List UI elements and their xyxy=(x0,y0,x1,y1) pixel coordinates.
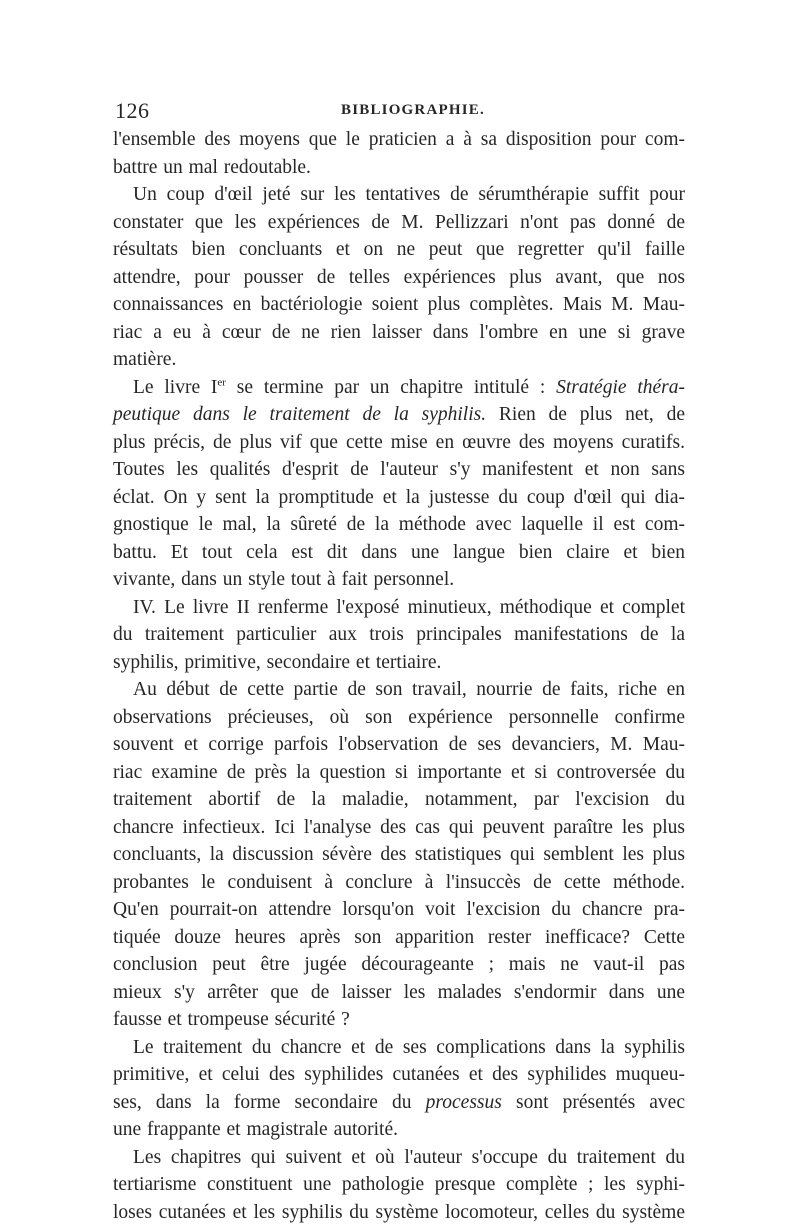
text-line: gnostique le mal, la sûreté de la méthode avec laquelle il est com- xyxy=(113,511,685,539)
text-line: riac a eu à cœur de ne rien laisser dans l'ombre en une si grave xyxy=(113,319,685,347)
page-header xyxy=(113,98,685,128)
text-line: Un coup d'œil jeté sur les tentatives de sérumthérapie suffit pour xyxy=(113,181,685,209)
text-line: traitement abortif de la maladie, notamment, par l'excision du xyxy=(113,786,685,814)
text-run: ses, dans la forme secondaire du xyxy=(113,1092,426,1113)
text-line: IV. Le livre II renferme l'exposé minutieux, méthodique et complet xyxy=(113,594,685,622)
text-line: Qu'en pourrait-on attendre lorsqu'on voit l'excision du chancre pra- xyxy=(113,896,685,924)
text-line: primitive, et celui des syphilides cutanées et des syphilides muqueu- xyxy=(113,1061,685,1089)
text-line: battre un mal redoutable. xyxy=(113,154,685,182)
superscript: er xyxy=(217,376,226,388)
text-run: Rien de plus net, de xyxy=(486,404,685,425)
text-line: du traitement particulier aux trois principales manifestations de la xyxy=(113,621,685,649)
text-line xyxy=(113,401,685,429)
text-line: souvent et corrige parfois l'observation de ses devanciers, M. Mau- xyxy=(113,731,685,759)
text-line: concluants, la discussion sévère des statistiques qui semblent les plus xyxy=(113,841,685,869)
text-line: fausse et trompeuse sécurité ? xyxy=(113,1006,685,1034)
text-run: se termine par un chapitre intitulé : xyxy=(226,377,556,398)
text-line: une frappante et magistrale autorité. xyxy=(113,1116,685,1144)
text-line: constater que les expériences de M. Pellizzari n'ont pas donné de xyxy=(113,209,685,237)
text-line: mieux s'y arrêter que de laisser les malades s'endormir dans une xyxy=(113,979,685,1007)
text-line: Le traitement du chancre et de ses complications dans la syphilis xyxy=(113,1034,685,1062)
text-run: sont présentés avec xyxy=(502,1092,685,1113)
text-line: matière. xyxy=(113,346,685,374)
text-line: Les chapitres qui suivent et où l'auteur s'occupe du traitement du xyxy=(113,1144,685,1172)
text-line: éclat. On y sent la promptitude et la justesse du coup d'œil qui dia- xyxy=(113,484,685,512)
text-line xyxy=(113,1089,685,1117)
text-line: vivante, dans un style tout à fait personnel. xyxy=(113,566,685,594)
italic-title: peutique dans le traitement de la syphilis. xyxy=(113,404,486,425)
text-line: l'ensemble des moyens que le praticien a à sa disposition pour com- xyxy=(113,126,685,154)
italic-term: processus xyxy=(426,1092,502,1113)
text-line: observations précieuses, où son expérience personnelle confirme xyxy=(113,704,685,732)
text-line: chancre infectieux. Ici l'analyse des cas qui peuvent paraître les plus xyxy=(113,814,685,842)
text-line: connaissances en bactériologie soient plus complètes. Mais M. Mau- xyxy=(113,291,685,319)
text-line: Toutes les qualités d'esprit de l'auteur s'y manifestent et non sans xyxy=(113,456,685,484)
text-line: résultats bien concluants et on ne peut que regretter qu'il faille xyxy=(113,236,685,264)
text-line xyxy=(113,374,685,402)
italic-title: Stratégie théra- xyxy=(556,377,685,398)
text-line: syphilis, primitive, secondaire et tertiaire. xyxy=(113,649,685,677)
text-line: loses cutanées et les syphilis du système locomoteur, celles du système xyxy=(113,1199,685,1226)
text-line: probantes le conduisent à conclure à l'insuccès de cette méthode. xyxy=(113,869,685,897)
running-head: BIBLIOGRAPHIE. xyxy=(341,102,485,119)
text-line: tertiarisme constituent une pathologie presque complète ; les syphi- xyxy=(113,1171,685,1199)
text-line: Au début de cette partie de son travail, nourrie de faits, riche en xyxy=(113,676,685,704)
page-number: 126 xyxy=(115,98,150,124)
text-line: plus précis, de plus vif que cette mise en œuvre des moyens curatifs. xyxy=(113,429,685,457)
text-line: conclusion peut être jugée décourageante ; mais ne vaut-il pas xyxy=(113,951,685,979)
text-line: riac examine de près la question si importante et si controversée du xyxy=(113,759,685,787)
text-line: attendre, pour pousser de telles expériences plus avant, que nos xyxy=(113,264,685,292)
text-line: tiquée douze heures après son apparition rester inefficace? Cette xyxy=(113,924,685,952)
body-text xyxy=(113,126,685,1226)
text-line: battu. Et tout cela est dit dans une langue bien claire et bien xyxy=(113,539,685,567)
text-run: Le livre I xyxy=(133,377,217,398)
